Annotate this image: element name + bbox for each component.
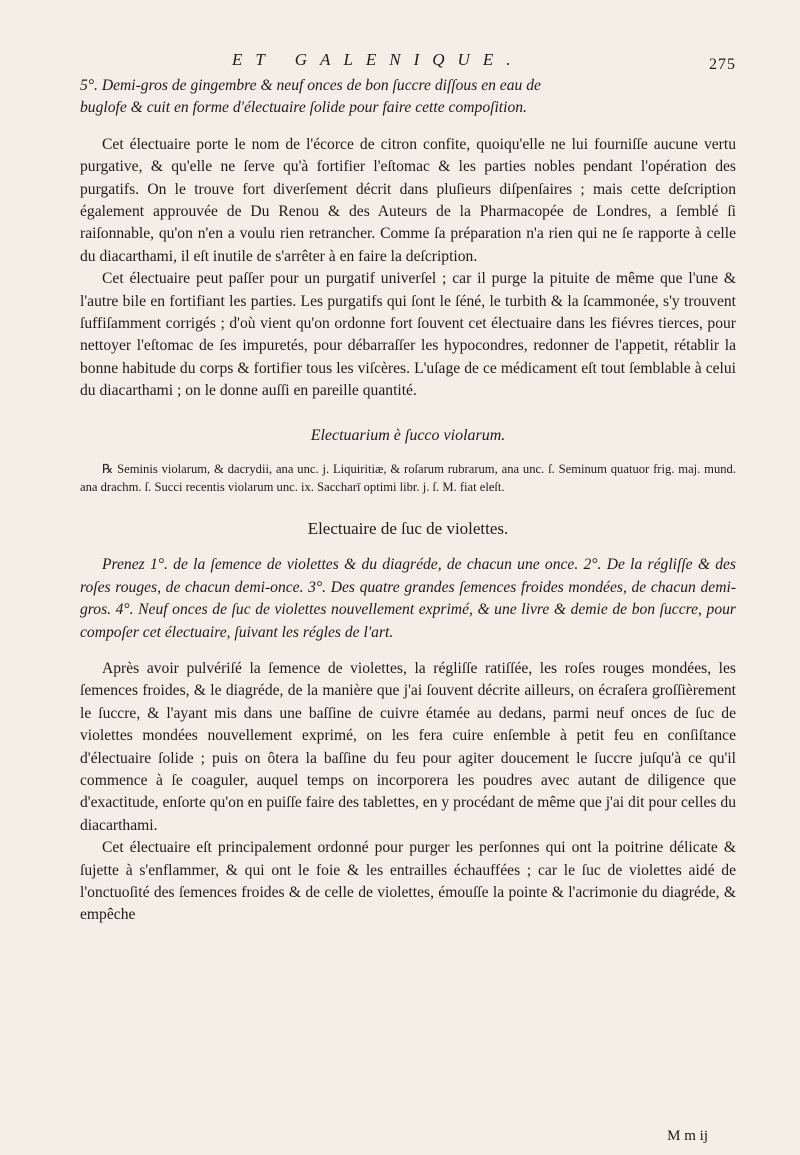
recipe-intro-line-1: 5°. Demi-gros de gingembre & neuf onces de bon ſuccre diſſous en eau de [80, 77, 541, 94]
recipe-intro-line-2: buglofe & cuit en forme d'électuaire ſolide pour faire cette compoſition. [80, 99, 527, 117]
page-header [0, 50, 800, 78]
paragraph-purgatif: Cet électuaire peut paſſer pour un purgatif univerſel ; car il purge la pituite de même que l'une & l'autre bile en fortifiant les parties. Les purgatifs qui ſont le ſéné, le turbith & la ſcammonée, s'y trouvent ſuffiſamment corrigés ; d'où vient qu'on ordonne fort ſouvent cet électuaire dans les fiévres tierces, pour nettoyer l'eſtomac de ſes impuretés, pour débarraſſer les hypocondres, redonner de l'appetit, rétablir la bonne habitude du corps & fortifier tous les viſcères. L'uſage de ce médicament eſt tout ſemblable à celui du diacarthami ; on le donne auſſi en pareille quantité. [80, 270, 736, 400]
prenez-recipe: Prenez 1°. de la ſemence de violettes & du diagréde, de chacun une once. 2°. De la régliſſe & des roſes rouges, de chacun demi-once. 3°. Des quatre grandes ſemences froides mondées, de chacun demi-gros. 4°. Neuf onces de ſuc de violettes nouvellement exprimé, & une livre & demie de bon ſuccre, pour compoſer cet électuaire, ſuivant les régles de l'art. [80, 556, 736, 641]
signature-mark: M m ij [667, 1128, 708, 1144]
paragraph-preparation: Après avoir pulvériſé la ſemence de violettes, la régliſſe ratiſſée, les roſes rouges mondées, les ſemences froides, & le diagréde, de la manière que j'ai ſouvent décrite ailleurs, on écraſera groſſièrement le ſuccre, & l'ayant mis dans une baſſine de cuivre étamée au dedans, parmi neuf onces de ſuc de violettes mondées nouvellement exprimé, on les fera cuire enſemble à petit feu en conſiſtance d'électuaire ſolide ; puis on ôtera la baſſine du feu pour agiter doucement le ſuccre juſqu'à ce qu'il commence à ſe coaguler, auquel temps on incorporera les poudres avec autant de diligence que d'exactitude, enſorte qu'on en puiſſe faire des tablettes, en y procédant de même que j'ai dit pour celles du diacarthami. [80, 659, 736, 834]
french-title: Electuaire de ſuc de violettes. [307, 518, 509, 538]
running-title: ET GALENIQUE. [232, 50, 524, 69]
page-body [80, 75, 736, 927]
paragraph-citron: Cet électuaire porte le nom de l'écorce de citron confite, quoiqu'elle ne lui fourniſſe aucune vertu purgative, & qu'elle ne ſerve qu'à fortifier l'eſtomac & les parties nobles pendant l'opération des purgatifs. On le trouve fort diverſement décrit dans pluſieurs diſpenſaires ; mais cette deſcription également approuvée de Du Renou & des Auteurs de la Pharmacopée de Londres, a ſemblé ſi raiſonnable, qu'on n'en a voulu rien retrancher. Comme ſa préparation n'a rien qui ne ſe rapporte à celle du diacarthami, il eſt inutile de s'arrêter à en faire la deſcription. [80, 135, 736, 265]
paragraph-usage: Cet électuaire eſt principalement ordonné pour purger les perſonnes qui ont la poitrine délicate & ſujette à s'enflammer, & qui ont le foie & les entrailles échauffées ; car le ſuc de violettes aidé de l'onctuoſité des ſemences froides & de celle de violettes, émouſſe la pointe & l'acrimonie du diagréde, & empêche [80, 839, 736, 924]
page-number: 275 [709, 56, 736, 73]
latin-recipe: ℞ Seminis violarum, & dacrydii, ana unc. j. Liquiritiæ, & roſarum rubrarum, ana unc. ſ. Seminum quatuor frig. maj. mund. ana drachm. ſ. Succi recentis violarum unc. ix. Saccharī optimi libr. j. ſ. M. fiat eleſt. [80, 462, 736, 494]
latin-title: Electuarium è ſucco violarum. [310, 426, 506, 444]
